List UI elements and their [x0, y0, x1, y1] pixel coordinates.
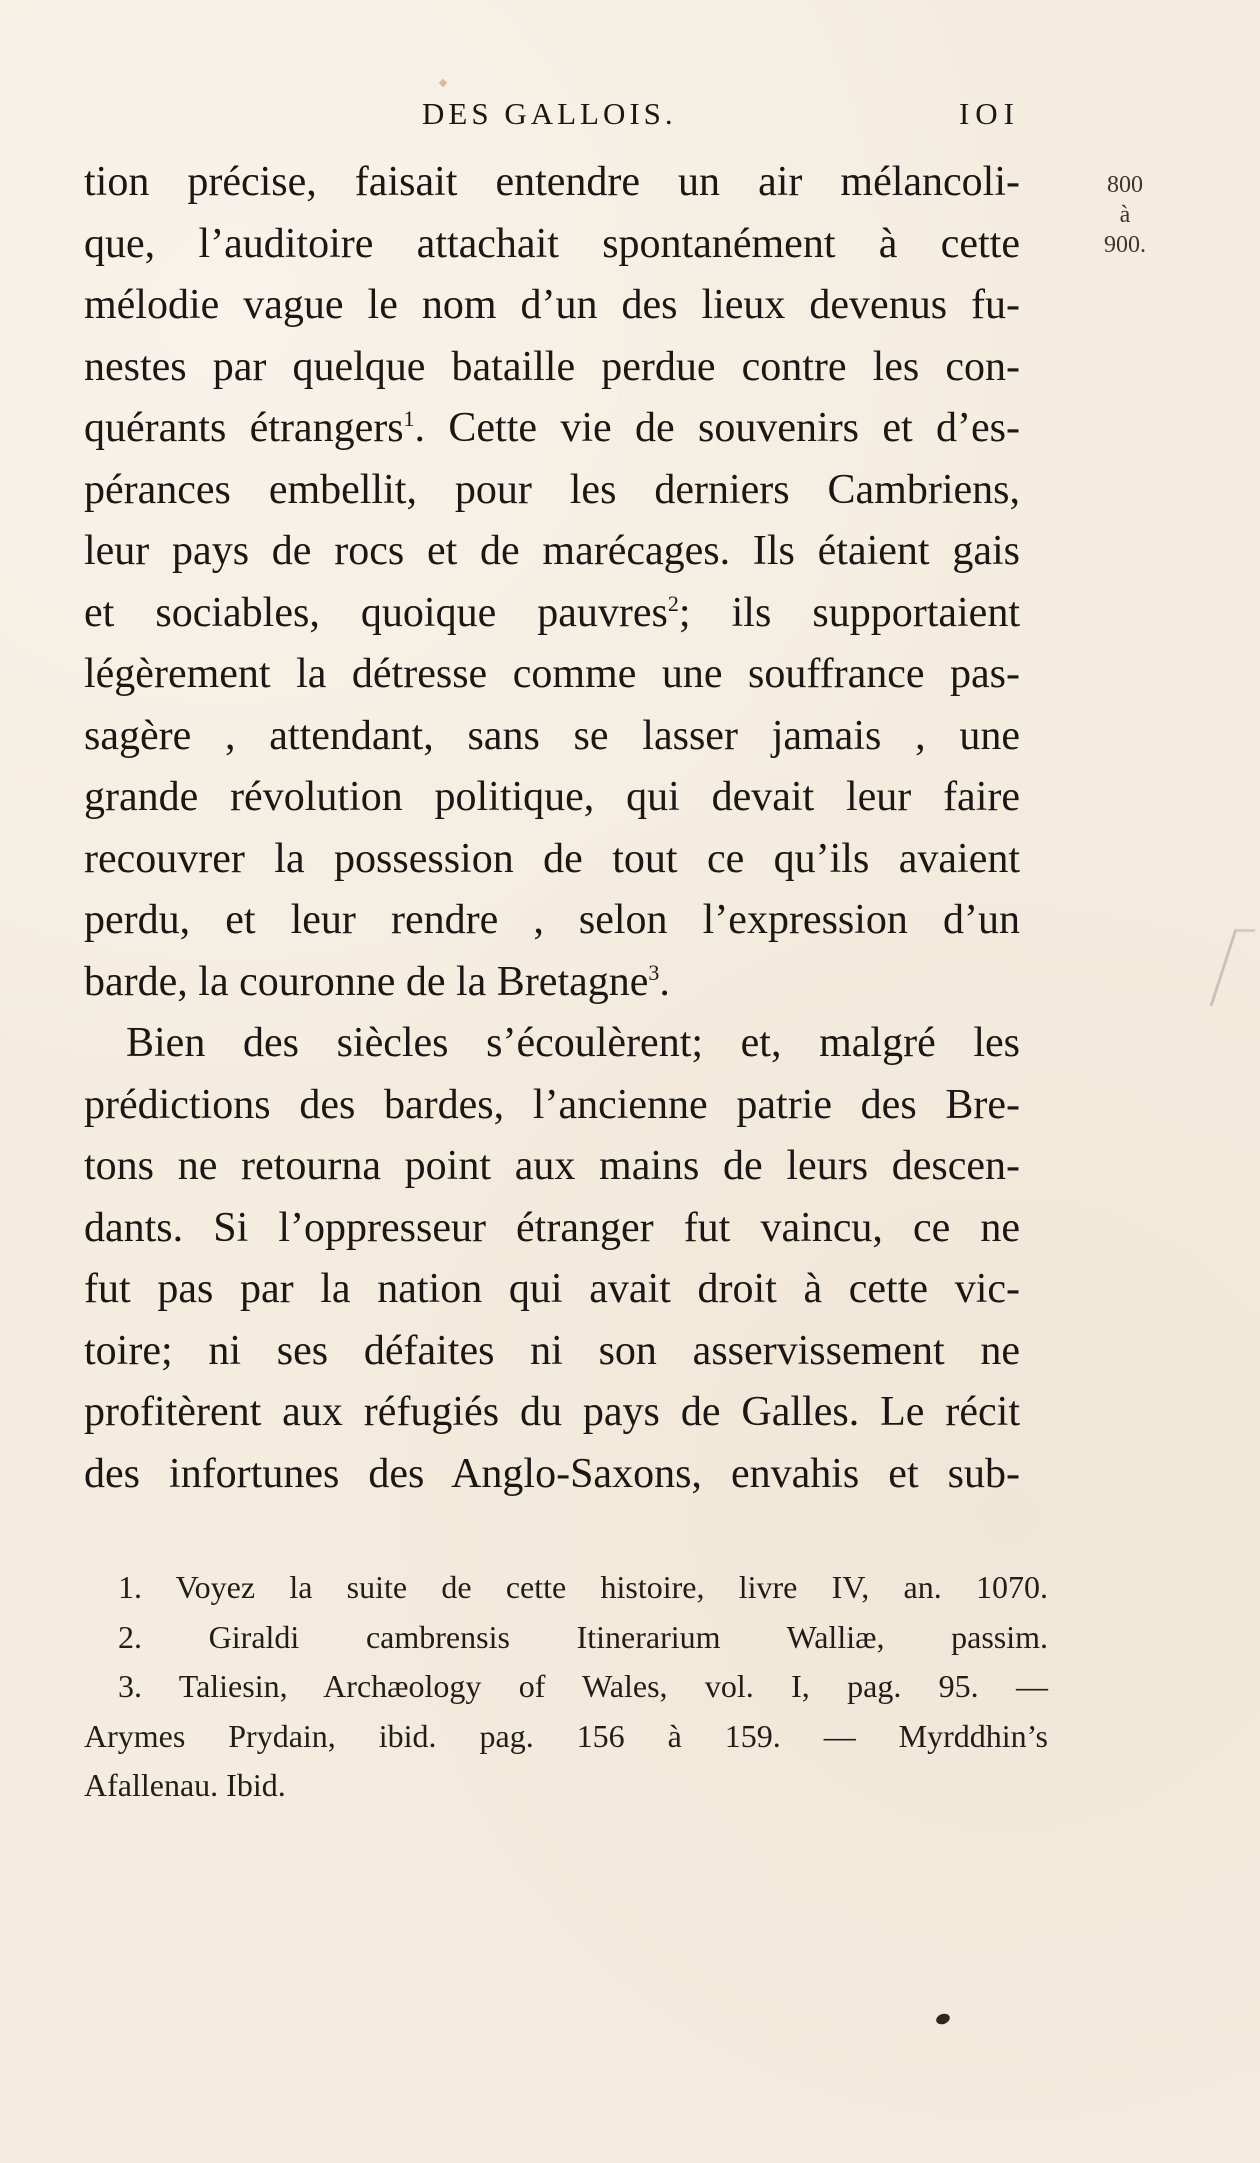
footnote-line: Afallenau. Ibid. — [84, 1767, 286, 1803]
text-line: des infortunes des Anglo-Saxons, envahis et sub- — [84, 1450, 1020, 1497]
footnote-ref: 1 — [403, 406, 415, 431]
text-line: perdu, et leur rendre , selon l’expression d’un — [84, 897, 1020, 943]
text-line: tons ne retourna point aux mains de leurs descen- — [84, 1143, 1020, 1189]
footnote-ref: 2 — [667, 590, 679, 616]
text-line: profitèrent aux réfugiés du pays de Galles. Le récit — [84, 1389, 1020, 1435]
footnotes — [84, 1563, 1048, 1811]
running-header — [84, 96, 1020, 140]
text-line: dants. Si l’oppresseur étranger fut vaincu, ce ne — [84, 1204, 1020, 1251]
page-number: IOI — [958, 96, 1020, 131]
main-text — [84, 152, 1020, 1505]
footnote-line: 3. Taliesin, Archæology of Wales, vol. I, pag. 95. — — [118, 1668, 1048, 1704]
text-line: fut pas par la nation qui avait droit à cette vic- — [84, 1266, 1020, 1312]
margin-mark — [1209, 929, 1255, 1006]
text-line: pérances embellit, pour les derniers Cambriens, — [84, 466, 1020, 513]
text-line: mélodie vague le nom d’un des lieux devenus fu- — [84, 282, 1020, 328]
footnote-ref: 3 — [648, 959, 660, 985]
text-segment: . — [659, 958, 670, 1005]
paper-speck — [439, 79, 447, 87]
text-line: nestes par quelque bataille perdue contre les con- — [84, 343, 1020, 390]
marginal-date-note — [1080, 170, 1170, 260]
text-line: toire; ni ses défaites ni son asservissement ne — [84, 1327, 1020, 1374]
text-line: légèrement la détresse comme une souffrance pas- — [84, 651, 1020, 697]
margin-note-line: à — [1119, 202, 1131, 228]
margin-note-line: 800 — [1107, 172, 1143, 198]
text-line — [84, 583, 1020, 645]
text-line: prédictions des bardes, l’ancienne patrie des Bre- — [84, 1081, 1020, 1128]
footnote-line: 2. Giraldi cambrensis Itinerarium Walliæ, passim. — [118, 1618, 1048, 1655]
text-line — [84, 952, 1020, 1014]
ink-spot — [935, 2012, 952, 2026]
text-line — [84, 398, 1020, 460]
text-line: sagère , attendant, sans se lasser jamais , une — [84, 712, 1020, 759]
text-line: Bien des siècles s’écoulèrent; et, malgré les — [126, 1020, 1020, 1066]
text-segment: . Cette vie de souvenirs et d’es- — [414, 405, 1020, 451]
text-line: tion précise, faisait entendre un air mélancoli- — [84, 159, 1020, 205]
text-line: leur pays de rocs et de marécages. Ils étaient gais — [84, 528, 1020, 574]
text-segment: ; ils supportaient — [678, 589, 1020, 636]
text-line: recouvrer la possession de tout ce qu’ils avaient — [84, 835, 1020, 882]
text-line: grande révolution politique, qui devait leur faire — [84, 774, 1020, 820]
footnote-line: Arymes Prydain, ibid. pag. 156 à 159. — Myrddhin’s — [84, 1717, 1048, 1754]
margin-note-line: 900. — [1104, 232, 1146, 258]
text-segment: barde, la couronne de la Bretagne — [84, 958, 649, 1005]
text-segment: et sociables, quoique pauvres — [84, 589, 668, 636]
text-segment: quérants étrangers — [84, 405, 404, 451]
page-title: DES GALLOIS. — [422, 96, 677, 131]
footnote-line: 1. Voyez la suite de cette histoire, livre IV, an. 1070. — [118, 1569, 1048, 1605]
text-line: que, l’auditoire attachait spontanément à cette — [84, 220, 1020, 267]
